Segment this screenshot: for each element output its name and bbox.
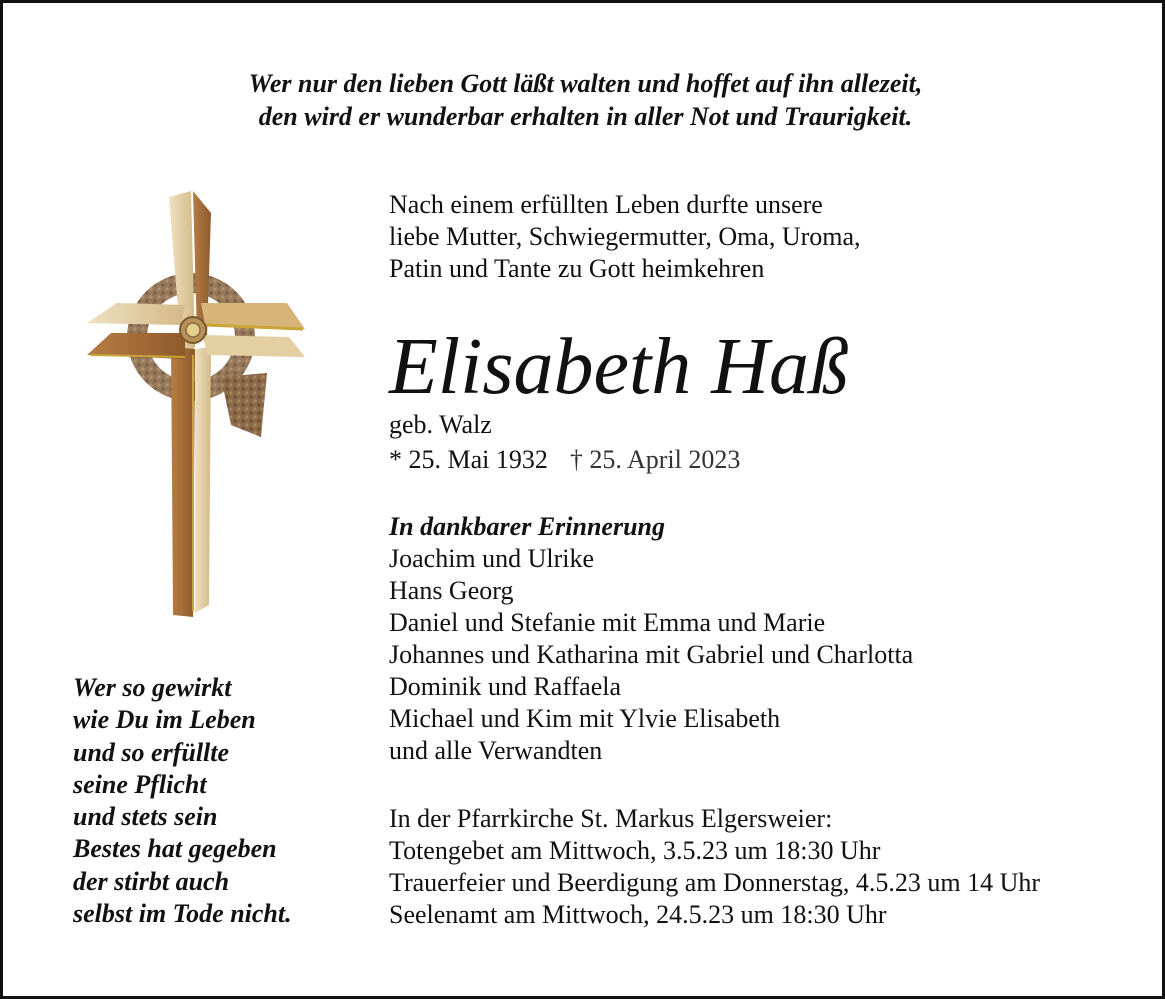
poem-line: Bestes hat gegeben — [73, 834, 277, 864]
service-line: In der Pfarrkirche St. Markus Elgersweier: — [389, 804, 833, 833]
mourners-list — [389, 511, 913, 767]
mourner-entry: und alle Verwandten — [389, 736, 603, 765]
deceased-name: Elisabeth Haß — [389, 323, 849, 411]
cross-icon — [81, 187, 313, 623]
poem-line: der stirbt auch — [73, 866, 230, 896]
poem-line: Wer so gewirkt — [73, 673, 232, 702]
life-dates — [389, 444, 740, 476]
mourner-entry: Daniel und Stefanie mit Emma und Marie — [389, 608, 826, 637]
intro-line: liebe Mutter, Schwiegermutter, Oma, Uroma, — [389, 222, 861, 251]
service-line: Seelenamt am Mittwoch, 24.5.23 um 18:30 Uhr — [389, 900, 887, 929]
poem-line: wie Du im Leben — [73, 705, 256, 735]
poem-line: und so erfüllte — [73, 737, 230, 767]
mourner-entry: Johannes und Katharina mit Gabriel und Charlotta — [389, 640, 914, 669]
death-date: † 25. April 2023 — [569, 445, 741, 474]
mourner-entry: Hans Georg — [389, 576, 514, 605]
maiden-name: geb. Walz — [389, 410, 492, 439]
poem-line: selbst im Tode nicht. — [73, 899, 292, 929]
intro-line: Nach einem erfüllten Leben durfte unsere — [389, 190, 823, 219]
service-line: Totengebet am Mittwoch, 3.5.23 um 18:30 Uhr — [389, 836, 881, 865]
intro-line: Patin und Tante zu Gott heimkehren — [389, 254, 765, 283]
mourners-heading: In dankbarer Erinnerung — [389, 512, 665, 541]
service-info — [389, 803, 1040, 931]
mourner-entry: Joachim und Ulrike — [389, 544, 595, 573]
motto-verse — [3, 67, 1165, 133]
memorial-poem — [73, 672, 292, 930]
birth-date: * 25. Mai 1932 — [389, 445, 548, 474]
poem-line: seine Pflicht — [73, 769, 207, 799]
intro-text — [389, 189, 861, 285]
service-line: Trauerfeier und Beerdigung am Donnerstag, 4.5.23 um 14 Uhr — [389, 868, 1041, 897]
poem-line: und stets sein — [73, 802, 218, 832]
motto-line: Wer nur den lieben Gott läßt walten und hoffet auf ihn allezeit, — [248, 69, 923, 98]
mourner-entry: Michael und Kim mit Ylvie Elisabeth — [389, 704, 781, 733]
mourner-entry: Dominik und Raffaela — [389, 672, 622, 701]
motto-line: den wird er wunderbar erhalten in aller Not und Traurigkeit. — [258, 102, 913, 131]
